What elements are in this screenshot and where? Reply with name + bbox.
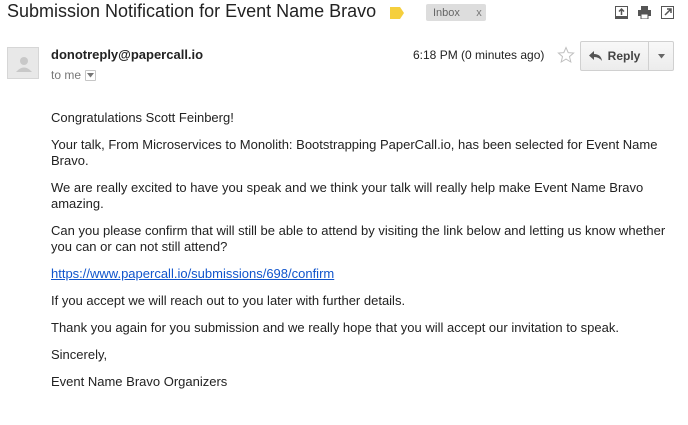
remove-label-button[interactable]: x — [476, 6, 482, 19]
email-subject: Submission Notification for Event Name Bravo — [7, 1, 377, 21]
print-icon[interactable] — [638, 6, 651, 19]
new-window-icon[interactable] — [661, 6, 674, 19]
body-paragraph: If you accept we will reach out to you later with further details. — [51, 293, 406, 308]
recipient-line — [51, 68, 96, 82]
reply-button-group — [580, 41, 674, 71]
reply-label: Reply — [607, 49, 641, 63]
important-label-icon[interactable] — [390, 7, 404, 19]
archive-icon[interactable] — [615, 6, 628, 19]
person-icon — [8, 48, 39, 79]
show-details-button[interactable] — [85, 70, 96, 81]
body-paragraph: Can you please confirm that will still be able to attend by visiting the link below and letting us know whether you can or can not still attend? — [51, 223, 666, 254]
inbox-label-chip — [426, 4, 486, 21]
reply-arrow-icon — [589, 51, 602, 61]
sender-email[interactable]: donotreply@papercall.io — [51, 47, 204, 62]
message-body — [51, 110, 671, 401]
header-actions — [615, 6, 674, 19]
body-paragraph: We are really excited to have you speak and we think your talk will really help make Event Name Bravo amazing. — [51, 180, 644, 211]
greeting-text: Congratulations Scott Feinberg! — [51, 110, 234, 125]
subject-bar — [0, 0, 688, 28]
recipient-text: to me — [51, 68, 82, 82]
body-paragraph: Your talk, From Microservices to Monolith: Bootstrapping PaperCall.io, has been selected for Event Name Bravo. — [51, 137, 658, 168]
confirm-link[interactable]: https://www.papercall.io/submissions/698/confirm — [51, 266, 335, 281]
sender-avatar — [7, 47, 39, 79]
reply-button[interactable] — [581, 42, 649, 70]
star-icon[interactable] — [557, 46, 575, 64]
message-time: 6:18 PM (0 minutes ago) — [413, 48, 545, 62]
inbox-label-text: Inbox — [433, 6, 460, 19]
confirm-link-paragraph — [51, 266, 671, 282]
body-paragraph: Thank you again for you submission and we really hope that you will accept our invitation to speak. — [51, 320, 619, 335]
signature-text: Event Name Bravo Organizers — [51, 374, 228, 389]
chevron-down-icon — [658, 54, 665, 59]
more-actions-button[interactable] — [649, 42, 673, 70]
chevron-down-icon — [87, 73, 94, 78]
closing-text: Sincerely, — [51, 347, 108, 362]
